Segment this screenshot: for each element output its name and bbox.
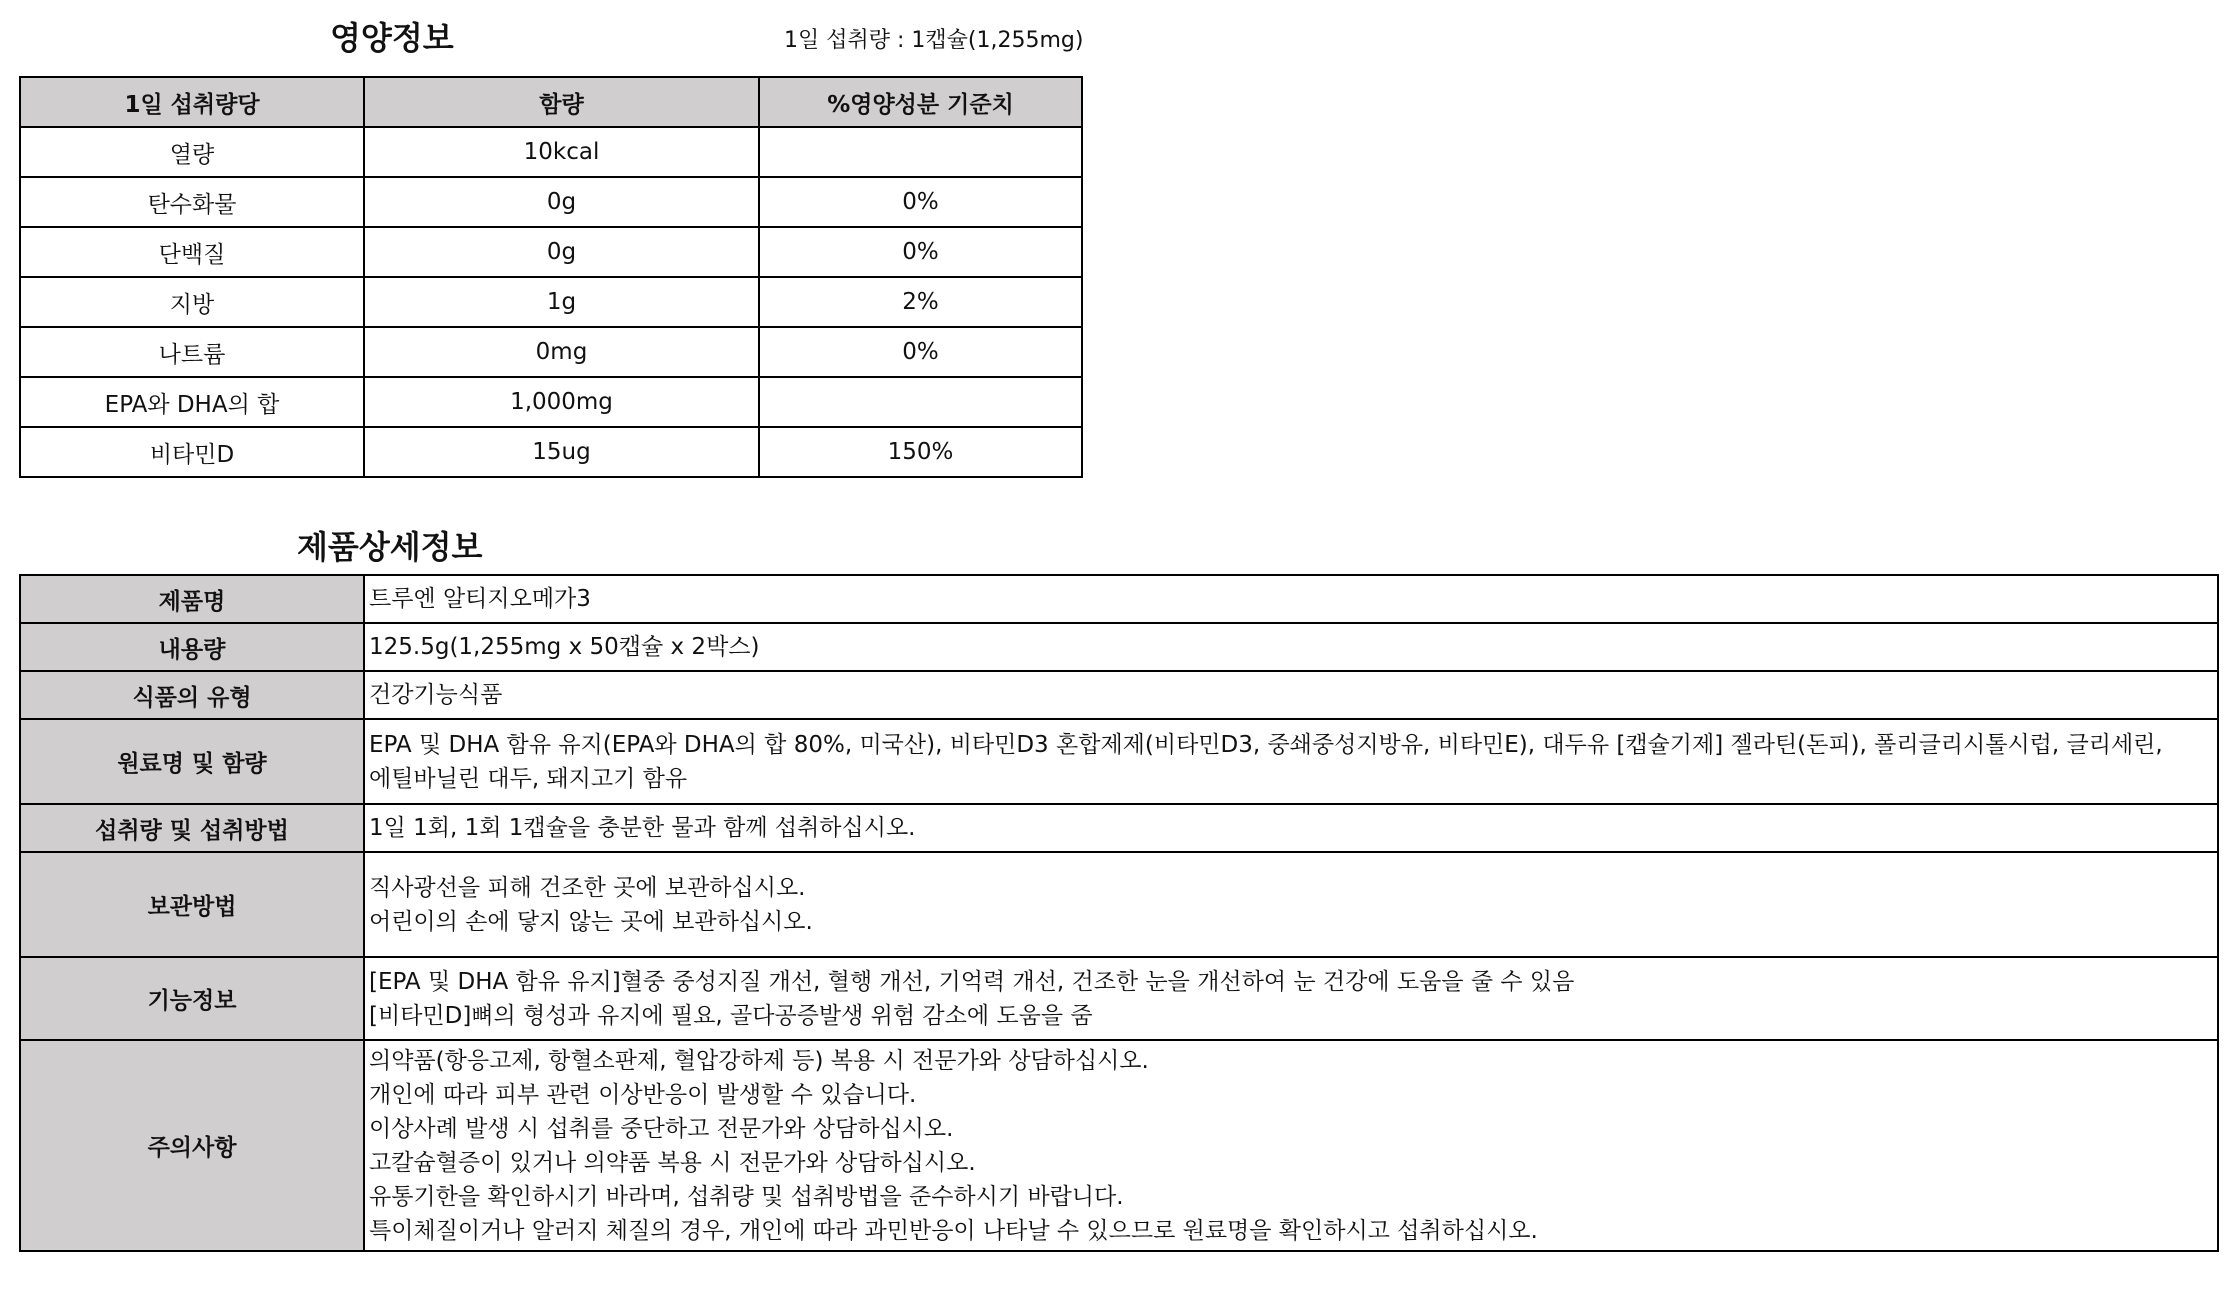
nutrient-amount: 0g <box>364 227 759 277</box>
detail-value-line: EPA 및 DHA 함유 유지(EPA와 DHA의 합 80%, 미국산), 비타민D3 혼합제제(비타민D3, 중쇄중성지방유, 비타민E), 대두유 [캡슐기제] 젤라틴(돈피), 폴리글리시톨시럽, 글리세린, 에틸바닐린 대두, 돼지고기 함유 <box>369 731 2163 792</box>
detail-value-line: 유통기한을 확인하시기 바라며, 섭취량 및 섭취방법을 준수하시기 바랍니다. <box>369 1183 1124 1210</box>
detail-value-line: 이상사례 발생 시 섭취를 중단하고 전문가와 상담하십시오. <box>369 1115 954 1142</box>
nutrient-daily-value: 0% <box>759 177 1082 227</box>
product-detail-table <box>19 574 2219 1252</box>
detail-value-line: 고칼슘혈증이 있거나 의약품 복용 시 전문가와 상담하십시오. <box>369 1149 976 1176</box>
detail-value-line: 트루엔 알티지오메가3 <box>369 586 591 612</box>
nutrient-name: 열량 <box>20 127 364 177</box>
detail-value <box>364 804 2218 852</box>
nutrition-row <box>20 227 1082 277</box>
detail-value-line: 개인에 따라 피부 관련 이상반응이 발생할 수 있습니다. <box>369 1081 917 1108</box>
detail-title: 제품상세정보 <box>297 528 483 566</box>
nutrient-name: 탄수화물 <box>20 177 364 227</box>
nutrition-row <box>20 177 1082 227</box>
detail-value-line: 건강기능식품 <box>369 682 503 708</box>
nutrition-row <box>20 427 1082 477</box>
detail-value <box>364 623 2218 671</box>
detail-label: 섭취량 및 섭취방법 <box>20 804 364 852</box>
detail-value <box>364 575 2218 623</box>
nutrient-amount: 1g <box>364 277 759 327</box>
detail-value-line: 특이체질이거나 알러지 체질의 경우, 개인에 따라 과민반응이 나타날 수 있으므로 원료명을 확인하시고 섭취하십시오. <box>369 1217 1538 1244</box>
nutrient-amount: 0mg <box>364 327 759 377</box>
detail-label: 기능정보 <box>20 957 364 1040</box>
detail-value-line: 직사광선을 피해 건조한 곳에 보관하십시오. <box>369 874 806 901</box>
detail-value <box>364 719 2218 804</box>
nutrition-title: 영양정보 <box>330 19 454 57</box>
detail-value-line: 1일 1회, 1회 1캡슐을 충분한 물과 함께 섭취하십시오. <box>369 815 916 841</box>
detail-row <box>20 804 2218 852</box>
detail-value-line: 어린이의 손에 닿지 않는 곳에 보관하십시오. <box>369 908 813 935</box>
detail-value <box>364 852 2218 957</box>
detail-value-line: 의약품(항응고제, 항혈소판제, 혈압강하제 등) 복용 시 전문가와 상담하십시오. <box>369 1047 1149 1074</box>
serving-size: 1일 섭취량 : 1캡슐(1,255mg) <box>784 28 1084 53</box>
nutrient-amount: 15ug <box>364 427 759 477</box>
nutrient-name: 비타민D <box>20 427 364 477</box>
detail-value <box>364 1040 2218 1251</box>
nutrient-name: 단백질 <box>20 227 364 277</box>
nutrition-row <box>20 327 1082 377</box>
detail-label: 주의사항 <box>20 1040 364 1251</box>
nutrition-row <box>20 277 1082 327</box>
nutrient-name: 지방 <box>20 277 364 327</box>
detail-value-line: [비타민D]뼈의 형성과 유지에 필요, 골다공증발생 위험 감소에 도움을 줌 <box>369 1002 1093 1029</box>
detail-label: 식품의 유형 <box>20 671 364 719</box>
detail-value-line: 125.5g(1,255mg x 50캡슐 x 2박스) <box>369 634 760 660</box>
header-per-serving: 1일 섭취량당 <box>20 77 364 127</box>
nutrient-daily-value: 2% <box>759 277 1082 327</box>
nutrition-table <box>19 76 1083 478</box>
detail-row <box>20 575 2218 623</box>
nutrient-amount: 0g <box>364 177 759 227</box>
detail-row <box>20 671 2218 719</box>
nutrient-daily-value: 150% <box>759 427 1082 477</box>
detail-label: 보관방법 <box>20 852 364 957</box>
detail-row <box>20 852 2218 957</box>
nutrient-name: 나트륨 <box>20 327 364 377</box>
nutrition-header-row <box>20 77 1082 127</box>
nutrition-row <box>20 127 1082 177</box>
detail-row <box>20 1040 2218 1251</box>
detail-row <box>20 623 2218 671</box>
detail-label: 원료명 및 함량 <box>20 719 364 804</box>
detail-label: 내용량 <box>20 623 364 671</box>
nutrient-amount: 1,000mg <box>364 377 759 427</box>
detail-label: 제품명 <box>20 575 364 623</box>
nutrient-daily-value <box>759 377 1082 427</box>
nutrient-name: EPA와 DHA의 합 <box>20 377 364 427</box>
nutrient-amount: 10kcal <box>364 127 759 177</box>
detail-value <box>364 671 2218 719</box>
header-daily-value: %영양성분 기준치 <box>759 77 1082 127</box>
detail-row <box>20 719 2218 804</box>
detail-value <box>364 957 2218 1040</box>
header-amount: 함량 <box>364 77 759 127</box>
nutrient-daily-value: 0% <box>759 227 1082 277</box>
nutrient-daily-value: 0% <box>759 327 1082 377</box>
detail-value-line: [EPA 및 DHA 함유 유지]혈중 중성지질 개선, 혈행 개선, 기억력 개선, 건조한 눈을 개선하여 눈 건강에 도움을 줄 수 있음 <box>369 968 1575 995</box>
nutrient-daily-value <box>759 127 1082 177</box>
nutrition-row <box>20 377 1082 427</box>
detail-row <box>20 957 2218 1040</box>
